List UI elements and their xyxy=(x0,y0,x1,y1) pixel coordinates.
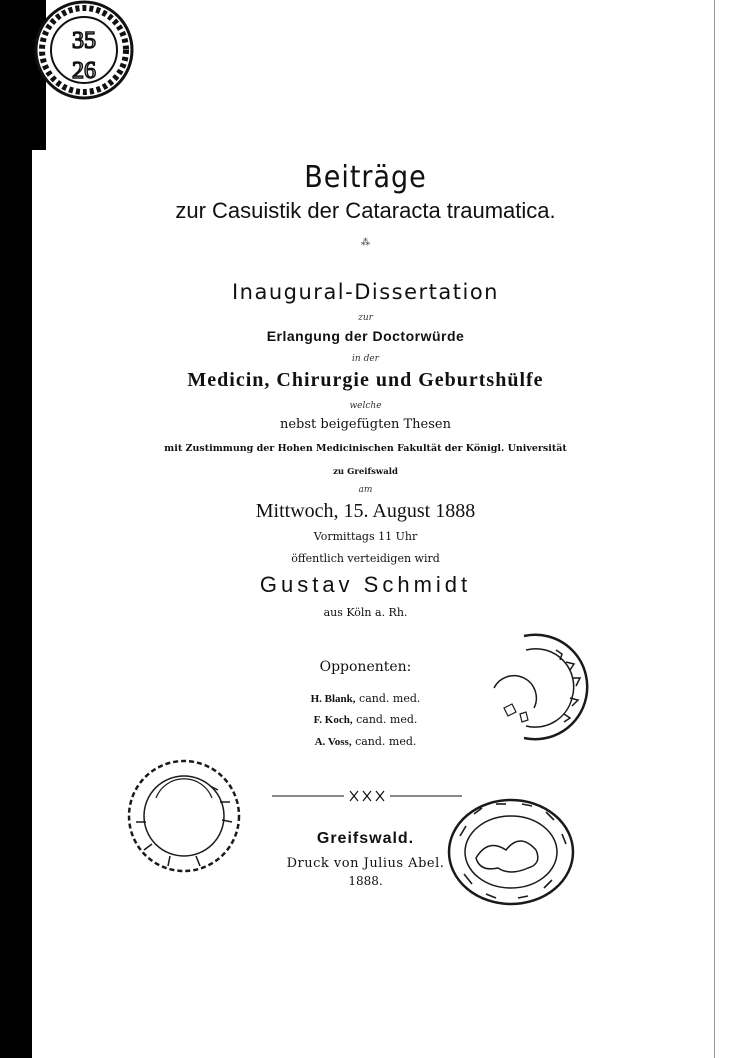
text-nebst: nebst beigefügten Thesen xyxy=(279,417,451,432)
opponent-item xyxy=(0,735,731,748)
page-title: Beiträge xyxy=(304,160,427,195)
text-zur: zur xyxy=(358,313,373,323)
page-subtitle: zur Casuistik der Cataracta traumatica. xyxy=(175,198,556,223)
lower-right-library-stamp xyxy=(446,796,576,908)
text-am: am xyxy=(358,485,373,495)
imprint-printer: Druck von Julius Abel. xyxy=(286,856,445,871)
scan-left-edge xyxy=(0,0,32,1058)
opponents-heading: Opponenten: xyxy=(319,659,412,675)
dissertation-heading: Inaugural-Dissertation xyxy=(231,280,499,304)
stamp-number-1: 35 xyxy=(72,28,96,54)
imprint-year: 1888. xyxy=(348,874,383,888)
defense-time: Vormittags 11 Uhr xyxy=(313,530,418,543)
author-origin: aus Köln a. Rh. xyxy=(323,606,408,619)
stamp-number-2: 26 xyxy=(72,58,96,84)
text-welche: welche xyxy=(349,401,382,411)
text-defend: öffentlich verteidigen wird xyxy=(291,552,440,565)
scan-right-edge xyxy=(714,0,731,1058)
opponent-title: cand. med. xyxy=(356,713,418,726)
author-name: Gustav Schmidt xyxy=(259,572,472,597)
text-approval: mit Zustimmung der Hohen Medicinischen Fakultät der Königl. Universität xyxy=(164,443,567,454)
opponent-name: H. Blank, xyxy=(310,693,356,705)
ornamental-divider xyxy=(272,789,462,803)
opponent-name: A. Voss, xyxy=(314,736,352,748)
text-erlangung: Erlangung der Doctorwürde xyxy=(266,328,465,344)
right-library-stamp xyxy=(484,628,592,746)
opponent-item xyxy=(0,713,731,726)
lower-left-library-stamp xyxy=(126,758,244,874)
text-in-der: in der xyxy=(352,354,379,364)
imprint-city: Greifswald. xyxy=(316,830,415,847)
defense-date: Mittwoch, 15. August 1888 xyxy=(255,500,476,522)
text-fields: Medicin, Chirurgie und Geburtshülfe xyxy=(187,369,544,391)
opponent-item xyxy=(0,692,731,705)
ornament-top: ⁂ xyxy=(361,238,370,248)
top-left-library-stamp xyxy=(30,0,136,104)
opponent-name: F. Koch, xyxy=(313,714,353,726)
opponent-title: cand. med. xyxy=(359,692,421,705)
text-location: zu Greifswald xyxy=(333,467,398,477)
opponent-title: cand. med. xyxy=(355,735,417,748)
